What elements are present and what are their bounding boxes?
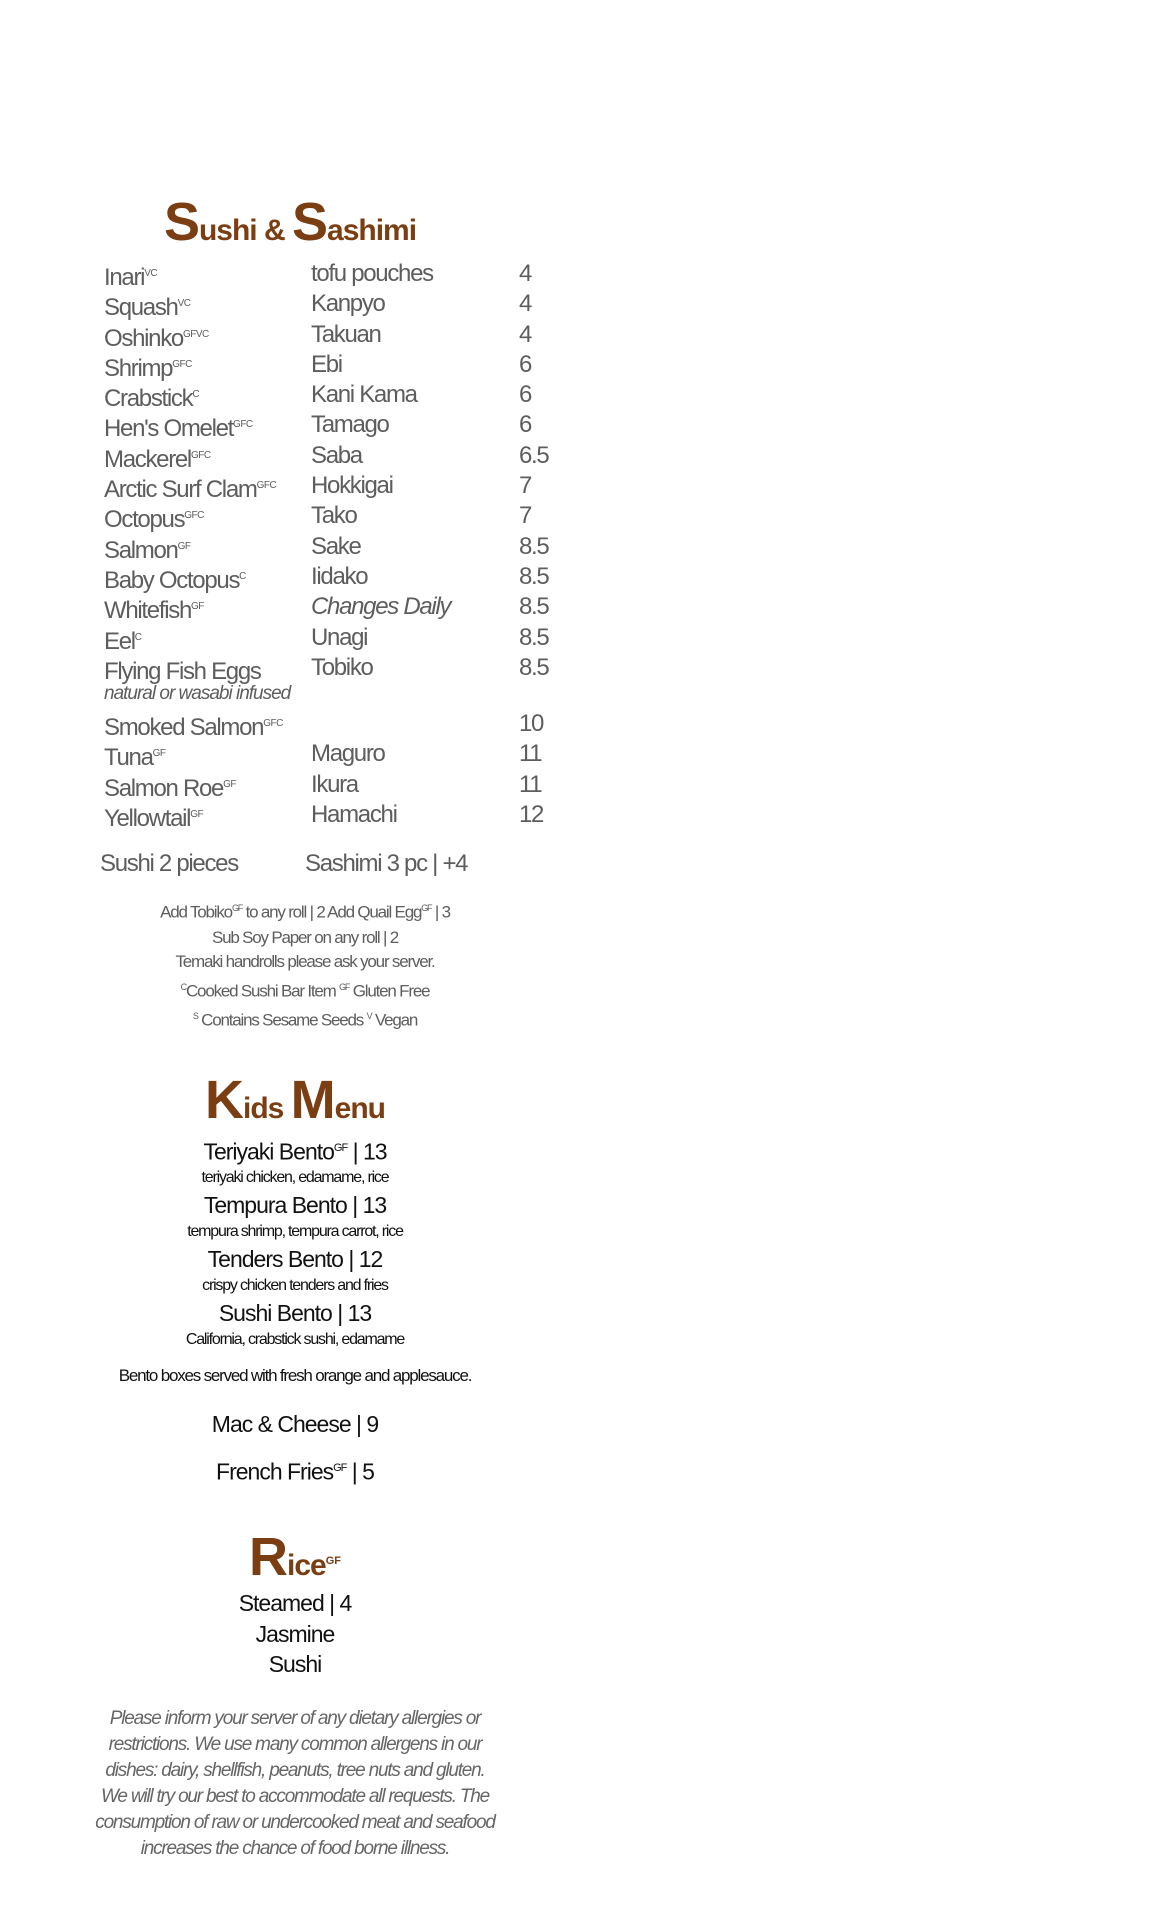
disclaimer-line: consumption of raw or undercooked meat and seafood: [95, 1811, 495, 1833]
sushi-row: Smoked Salmon$^{GFC}$ 10: [104, 710, 544, 742]
kids-item-desc: crispy chicken tenders and fries: [202, 1277, 388, 1295]
sushi-row: Salmon Roe$^{GF}$ Ikura 11: [104, 770, 542, 802]
sushi-sashimi-title: Sushi & Sashimi: [163, 192, 417, 252]
kids-menu-title: Kids Menu: [204, 1069, 385, 1130]
sashimi-size: Sashimi 3 pc | +4: [305, 850, 468, 878]
sushi-row: Hen's Omelet$^{GFC}$ Tamago 6: [104, 411, 532, 443]
sushi-row: Crabstick$^C$ Kani Kama 6: [104, 381, 532, 413]
rice-line: Steamed | 4: [238, 1590, 352, 1617]
kids-item-name: Tempura Bento | 13: [203, 1192, 387, 1219]
sushi-row: Salmon$^{GF}$ Sake 8.5: [104, 532, 549, 564]
disclaimer-line: We will try our best to accommodate all requests. The: [100, 1785, 489, 1807]
legend-line: $^C$Cooked Sushi Bar Item $^{GF}$ Gluten Free: [180, 981, 430, 1001]
sushi-row: Eel$^C$ Unagi 8.5: [104, 623, 549, 655]
kids-item-desc: teriyaki chicken, edamame, rice: [201, 1169, 389, 1187]
bento-note: Bento boxes served with fresh orange and applesauce.: [118, 1366, 472, 1386]
disclaimer-line: increases the chance of food borne illness.: [140, 1837, 450, 1859]
kids-item-name: Sushi Bento | 13: [218, 1300, 372, 1327]
rice-line: Jasmine: [255, 1620, 335, 1647]
sushi-row: Whitefish$^{GF}$ Changes Daily 8.5: [104, 593, 549, 625]
kids-item-name: Tenders Bento | 12: [207, 1246, 383, 1273]
addons-notes: [70, 896, 520, 1032]
sushi-size: Sushi 2 pieces: [100, 850, 238, 878]
disclaimer-line: restrictions. We use many common allergens in our: [108, 1733, 482, 1755]
addon-line: Add Tobiko$^{GF}$ to any roll | 2 Add Quail Egg$^{GF}$ | 3: [160, 903, 450, 922]
disclaimer-line: dishes: dairy, shellfish, peanuts, tree nuts and gluten.: [105, 1759, 485, 1781]
rice-line: Sushi: [268, 1651, 322, 1678]
allergy-disclaimer: [70, 1706, 520, 1862]
menu-column: [70, 192, 549, 1862]
kids-extras: [70, 1402, 520, 1494]
sushi-row: Baby Octopus$^C$ Iidako 8.5: [104, 562, 549, 594]
sushi-row: Arctic Surf Clam$^{GFC}$ Hokkigai 7: [104, 472, 532, 504]
kids-item-name: Teriyaki Bento$^{GF}$ | 13: [203, 1138, 387, 1165]
kids-extra-item: Mac & Cheese | 9: [211, 1411, 379, 1438]
rice-list: [70, 1588, 520, 1680]
sushi-row: Oshinko$^{GFVC}$ Takuan 4: [104, 320, 532, 352]
addon-line: Sub Soy Paper on any roll | 2: [211, 927, 399, 947]
kids-item-desc: tempura shrimp, tempura carrot, rice: [187, 1223, 403, 1241]
kids-extra-item: French Fries$^{GF}$ | 5: [216, 1459, 374, 1486]
sushi-row: Tuna$^{GF}$ Maguro 11: [104, 740, 542, 772]
sushi-row: Shrimp$^{GFC}$ Ebi 6: [104, 350, 532, 382]
sushi-row: Inari$^{VC}$ tofu pouches 4: [104, 260, 532, 291]
addon-line: Temaki handrolls please ask your server.: [175, 952, 435, 971]
sushi-row: Squash$^{VC}$ Kanpyo 4: [104, 290, 532, 322]
sushi-row: Mackerel$^{GFC}$ Saba 6.5: [104, 441, 549, 473]
kids-menu-list: [70, 1133, 520, 1353]
kids-item-desc: California, crabstick sushi, edamame: [185, 1331, 405, 1349]
rice-title: Rice$^{GF}$: [249, 1527, 341, 1588]
sushi-row: Flying Fish Eggs Tobiko 8.5: [104, 653, 549, 685]
sushi-row: Octopus$^{GFC}$ Tako 7: [104, 502, 532, 534]
disclaimer-line: Please inform your server of any dietary allergies or: [109, 1707, 481, 1729]
legend-line: $^S$ Contains Sesame Seeds $^V$ Vegan: [192, 1010, 418, 1030]
sushi-row: Yellowtail$^{GF}$ Hamachi 12: [104, 801, 544, 833]
tobiko-note: natural or wasabi infused: [104, 683, 291, 705]
portion-sizes: [70, 850, 520, 882]
sushi-price-list: [70, 259, 549, 833]
